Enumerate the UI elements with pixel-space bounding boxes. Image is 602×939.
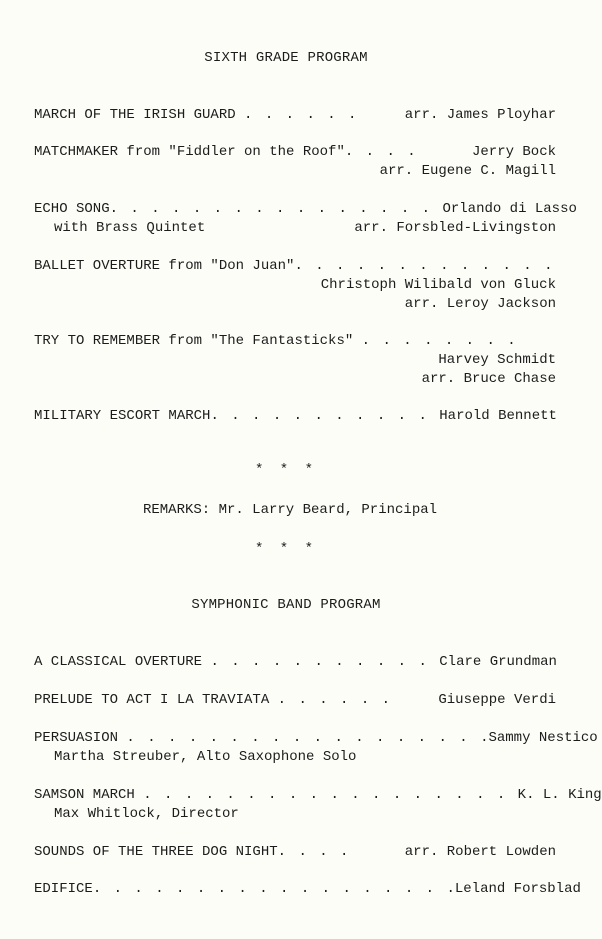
dot-leader: . . . . xyxy=(277,844,361,860)
program-item xyxy=(34,332,556,389)
piece-title: SAMSON MARCH xyxy=(34,787,144,803)
piece-title: SOUNDS OF THE THREE DOG NIGHT xyxy=(34,844,278,860)
composer: Harold Bennett xyxy=(439,408,557,424)
program-item xyxy=(34,143,556,181)
piece-title: MILITARY ESCORT MARCH xyxy=(34,408,211,424)
program-item xyxy=(34,729,598,767)
composer: K. L. King xyxy=(517,787,602,803)
composer: arr. Robert Lowden xyxy=(404,844,556,860)
dot-leader: . . . . . . . . . . . . . . . . xyxy=(109,201,443,217)
dot-leader: . . . . . . xyxy=(244,107,369,123)
piece-title: PERSUASION xyxy=(34,730,127,746)
remarks-line: REMARKS: Mr. Larry Beard, Principal xyxy=(142,502,438,518)
composer: .Leland Forsblad xyxy=(446,881,581,897)
program-item xyxy=(34,200,577,238)
dot-leader: . . . . . . . . . . . . . xyxy=(294,258,565,274)
composer: Clare Grundman xyxy=(439,654,557,670)
arranger: arr. Bruce Chase xyxy=(421,371,556,387)
program-item xyxy=(34,880,581,899)
program-item xyxy=(34,843,556,862)
program-item xyxy=(34,106,556,125)
piece-title: MATCHMAKER from "Fiddler on the Roof" xyxy=(34,144,345,160)
sixth-grade-heading: SIXTH GRADE PROGRAM xyxy=(204,50,368,66)
program-item xyxy=(34,653,556,672)
dot-leader: . . . . . . . . . . . . . . . . . xyxy=(126,730,481,746)
composer: Jerry Bock xyxy=(471,144,556,160)
soloist-note: Martha Streuber, Alto Saxophone Solo xyxy=(54,749,357,765)
dot-leader: . . . . . . . . . . . . . . . . . xyxy=(92,881,447,897)
program-item xyxy=(34,407,556,426)
arranger: arr. Forsbled-Livingston xyxy=(354,220,556,236)
piece-title: ECHO SONG xyxy=(34,201,110,217)
piece-title: MARCH OF THE IRISH GUARD xyxy=(34,107,245,123)
composer: arr. James Ployhar xyxy=(404,107,556,123)
piece-title: A CLASSICAL OVERTURE xyxy=(34,654,211,670)
dot-leader: . . . . xyxy=(344,144,429,160)
composer: Christoph Wilibald von Gluck xyxy=(320,277,556,293)
dot-leader: . . . . . . xyxy=(277,692,403,708)
composer: .Sammy Nestico xyxy=(480,730,598,746)
dot-leader: . . . . . . . . xyxy=(361,333,529,349)
piece-title: PRELUDE TO ACT I LA TRAVIATA xyxy=(34,692,278,708)
arranger: arr. Eugene C. Magill xyxy=(379,163,556,179)
director-note: Max Whitlock, Director xyxy=(54,806,239,822)
dot-leader: . . . . . . . . . . . . . . . . . . xyxy=(143,787,518,803)
composer: Giuseppe Verdi xyxy=(438,692,556,708)
performer-note: with Brass Quintet xyxy=(54,220,206,236)
dot-leader: . . . . . . . . . . . xyxy=(210,408,440,424)
dot-leader: . . . . . . . . . . . xyxy=(210,654,440,670)
composer: Harvey Schmidt xyxy=(438,352,556,368)
separator-stars: * * * xyxy=(254,462,317,478)
piece-title: EDIFICE xyxy=(34,881,93,897)
arranger: arr. Leroy Jackson xyxy=(404,296,556,312)
piece-title: TRY TO REMEMBER from "The Fantasticks" xyxy=(34,333,362,349)
symphonic-heading: SYMPHONIC BAND PROGRAM xyxy=(191,597,381,613)
separator-stars: * * * xyxy=(254,541,317,557)
program-item xyxy=(34,257,565,314)
composer: Orlando di Lasso xyxy=(442,201,577,217)
program-item xyxy=(34,691,556,710)
piece-title: BALLET OVERTURE from "Don Juan" xyxy=(34,258,295,274)
program-item xyxy=(34,786,602,824)
